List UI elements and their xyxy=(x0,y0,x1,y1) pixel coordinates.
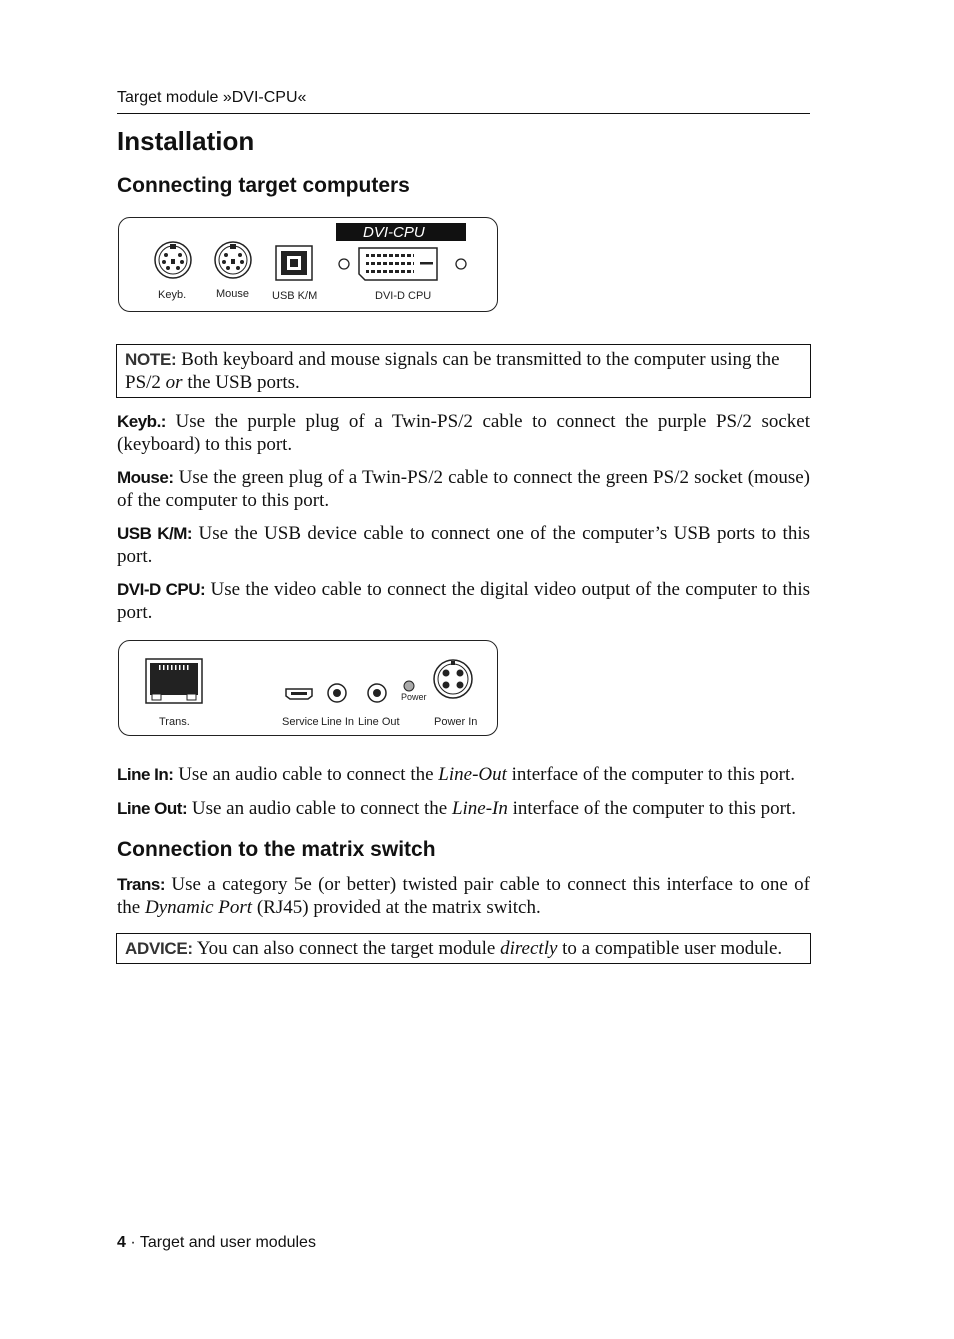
port-label-line-in: Line In xyxy=(321,716,355,728)
port-label-usb-km: USB K/M xyxy=(272,290,318,302)
desc-usb-km-label: USB K/M: xyxy=(117,524,193,543)
service-mini-usb-icon xyxy=(284,687,314,701)
desc-mouse-text: Use the green plug of a Twin-PS/2 cable to connect the green PS/2 socket (mouse) of the computer to this port. xyxy=(117,467,810,511)
desc-trans-text-a: Use a category 5e (or better) twisted pair cable to connect this interface to one of the xyxy=(117,874,810,918)
desc-trans-em: Dynamic Port xyxy=(144,897,253,918)
dvi-cpu-badge-label: DVI-CPU xyxy=(363,224,425,241)
advice-box xyxy=(116,933,811,964)
power-led-label: Power xyxy=(401,692,427,702)
footer-text: Target and user modules xyxy=(139,1234,316,1251)
note-label: NOTE: xyxy=(125,350,177,369)
desc-line-in-text-b: interface of the computer to this port. xyxy=(506,764,795,785)
desc-line-in-label: Line In: xyxy=(117,765,174,784)
dvi-cpu-badge xyxy=(336,223,466,241)
desc-keyb-label: Keyb.: xyxy=(117,412,166,431)
desc-mouse xyxy=(117,466,810,512)
power-led-icon xyxy=(402,679,416,693)
desc-line-in-text-a: Use an audio cable to connect the xyxy=(173,764,439,785)
power-in-socket-icon xyxy=(432,658,474,700)
running-header: Target module »DVI-CPU« xyxy=(117,89,307,106)
ps2-mouse-socket-icon xyxy=(213,240,253,280)
front-panel-diagram xyxy=(118,217,498,312)
desc-usb-km xyxy=(117,522,810,568)
dvi-d-socket-icon xyxy=(337,246,469,282)
desc-line-out-text-a: Use an audio cable to connect the xyxy=(187,798,452,819)
desc-line-in-em: Line-Out xyxy=(438,764,507,785)
note-text-em: or xyxy=(165,372,183,393)
advice-text-em: directly xyxy=(500,938,558,959)
port-label-trans: Trans. xyxy=(159,716,190,728)
port-label-mouse: Mouse xyxy=(216,288,250,300)
page-footer xyxy=(117,1234,316,1252)
desc-dvi-d-cpu-label: DVI-D CPU: xyxy=(117,580,206,599)
advice-text-a: You can also connect the target module xyxy=(192,938,501,959)
port-label-dvi-d-cpu: DVI-D CPU xyxy=(375,290,432,302)
desc-line-out xyxy=(117,797,810,820)
note-text-b: the USB ports. xyxy=(182,372,300,393)
desc-trans-label: Trans: xyxy=(117,875,166,894)
port-label-line-out: Line Out xyxy=(358,716,400,728)
ps2-keyboard-socket-icon xyxy=(153,240,193,280)
page-number: 4 xyxy=(117,1234,126,1251)
desc-mouse-label: Mouse: xyxy=(117,468,174,487)
section-heading-matrix: Connection to the matrix switch xyxy=(117,838,436,861)
desc-line-out-em: Line-In xyxy=(451,798,508,819)
section-heading-connecting: Connecting target computers xyxy=(117,174,410,197)
advice-text-b: to a compatible user module. xyxy=(557,938,783,959)
desc-usb-km-text: Use the USB device cable to connect one of the computer’s USB ports to this port. xyxy=(117,523,810,567)
footer-separator: · xyxy=(125,1234,140,1251)
header-rule xyxy=(117,113,810,114)
desc-line-out-text-b: interface of the computer to this port. xyxy=(507,798,796,819)
line-out-jack-icon xyxy=(366,682,388,704)
advice-label: ADVICE: xyxy=(125,939,193,958)
port-label-service: Service xyxy=(282,716,319,728)
rj45-socket-icon xyxy=(145,658,203,704)
desc-keyb-text: Use the purple plug of a Twin-PS/2 cable to connect the purple PS/2 socket (keyboard) to this port. xyxy=(117,411,810,455)
port-label-power-in: Power In xyxy=(434,716,478,728)
rear-panel-diagram xyxy=(118,640,498,736)
desc-dvi-d-cpu xyxy=(117,578,810,624)
port-label-keyb: Keyb. xyxy=(158,289,187,301)
page-title: Installation xyxy=(117,126,255,156)
desc-trans xyxy=(117,873,810,919)
desc-dvi-d-cpu-text: Use the video cable to connect the digital video output of the computer to this port. xyxy=(117,579,810,623)
note-text-a: Both keyboard and mouse signals can be transmitted to the computer using the PS/2 xyxy=(125,349,780,393)
desc-line-in xyxy=(117,763,810,786)
usb-b-socket-icon xyxy=(275,245,313,281)
line-in-jack-icon xyxy=(326,682,348,704)
note-box xyxy=(116,344,811,398)
desc-keyb xyxy=(117,410,810,456)
desc-line-out-label: Line Out: xyxy=(117,799,188,818)
desc-trans-text-b: (RJ45) provided at the matrix switch. xyxy=(252,897,541,918)
